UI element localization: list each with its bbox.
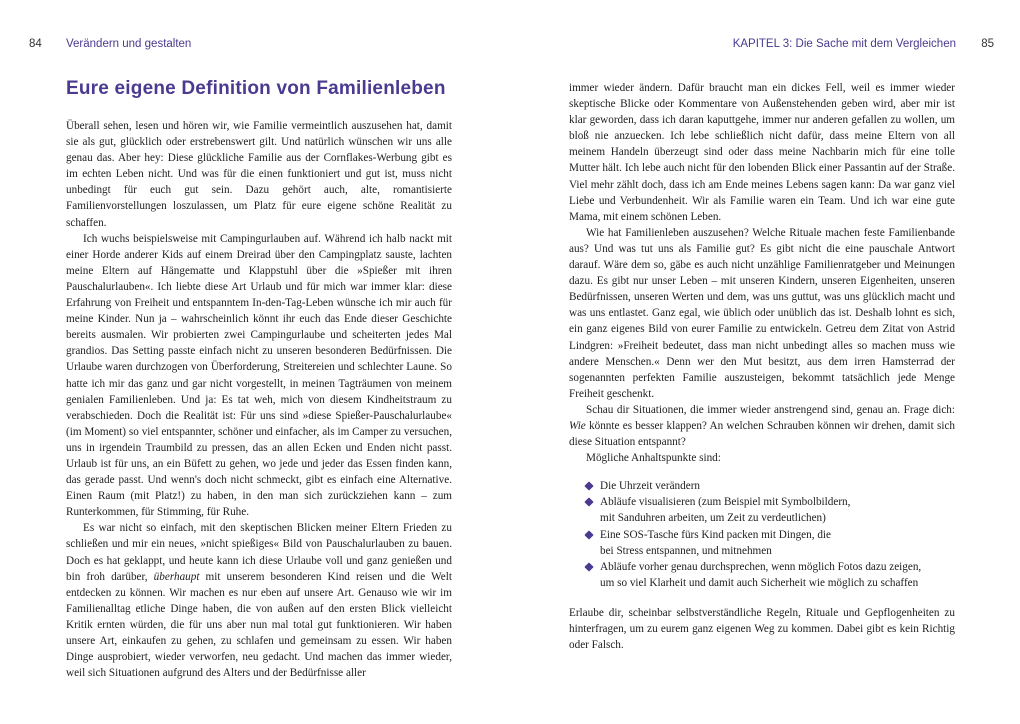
diamond-bullet-icon xyxy=(584,482,593,491)
left-text-column xyxy=(66,78,452,681)
emphasis-text: überhaupt xyxy=(153,570,200,583)
text-run: mit unserem besonderen Kind reisen und die Welt entdecken zu können. Wir machen es nur eben auf unsere Art. Genauso wie wir im Familienalltag etliche Dinge haben, die von außen auf den ersten Blick vielleicht Kritik ernten würden, die für uns aber nun mal total gut funktionieren. Wir haben unsere Art, einkaufen zu gehen, zu schlafen und gemeinsam zu essen. Wir haben Dinge ausprobiert, wieder verworfen, neu gedacht. Und machen das immer wieder, weil sich Situationen aufgrund des Alters und der Bedürfnisse aller xyxy=(66,570,452,680)
paragraph: Wie hat Familienleben auszusehen? Welche Rituale machen feste Familienbande aus? Und was tut uns als Familie gut? Es gibt nicht die eine pauschale Antwort darauf. Wäre dem so, gäbe es auch nicht unzählige Familienratgeber und Meinungen dazu. Es gibt nur unser Leben – mit unseren Kindern, unseren Eigenheiten, unseren Bedürfnissen, unseren Werten und dem, was uns guttut, was uns glücklich macht und was uns entlastet. Ganz egal, wie üblich oder unüblich das ist. Deshalb lohnt es sich, ein ganz eigenes Bild von eurer Familie zu entwickeln. Getreu dem Zitat von Astrid Lindgren: »Freiheit bedeutet, dass man nicht unbedingt alles so machen muss wie andere Menschen.« Denn wer den Mut besitzt, aus dem irren Hamsterrad der sogenannten perfekten Familie auszusteigen, bekommt tatsächlich jede Menge Freiheit geschenkt. xyxy=(569,226,955,400)
right-text-column xyxy=(569,80,955,653)
running-header-left: Verändern und gestalten xyxy=(66,38,192,50)
list-item-text: Die Uhrzeit verändern xyxy=(600,480,701,493)
running-header-right: KAPITEL 3: Die Sache mit dem Vergleichen xyxy=(732,38,956,50)
paragraph: Ich wuchs beispielsweise mit Campingurlauben auf. Während ich halb nackt mit einer Horde anderer Kids auf einem Dreirad über den Campingplatz sauste, lachten meine Eltern auf Hängematte und Klappstuhl über die »Spießer mit ihren Pauschalurlauben«. Ich liebte diese Art Urlaub und für mich war immer klar: diese Erfahrung von Freiheit und entspanntem In-den-Tag-Leben wünsche ich mir auch für meine Kinder. Nun ja – wahrscheinlich könnt ihr euch das Ende dieser Geschichte bereits ausmalen. Wir probierten zwei Campingurlaube und scheiterten jedes Mal grandios. Das Setting passte einfach nicht zu unseren besonderen Bedürfnissen. Die Urlaube waren durchzogen von Überforderung, Streitereien und schlechter Laune. So hatte ich mir das ganz und gar nicht vorgestellt, in meinen Tagträumen von meinem genialen Familienleben. Und ja: Es tat weh, mich von diesem Kindheitstraum zu verabschieden. Doch die Realität ist: Für uns sind »diese Spießer-Pauschalurlaube« (im Moment) so viel entspannter, schöner und einfacher, als im Camper zu versuchen, uns in irgendein Traumbild zu pressen, das an allen Ecken und Enden nicht passt. Urlaub ist für uns, an ein Büfett zu gehen, wo jede und jeder das Essen finden kann, das gerade passt. Und wenn's doch nicht schmeckt, gibt es einfach eine Alternative. Einen Raum (mit Platz!) zu haben, in den man sich zurückziehen kann – zum Runterkommen, für Stimming, für Ruhe. xyxy=(66,232,452,519)
paragraph xyxy=(66,520,452,681)
section-title: Eure eigene Definition von Familienleben xyxy=(66,78,446,99)
diamond-bullet-icon xyxy=(584,530,593,539)
text-run: könnte es besser klappen? An welchen Schrauben können wir drehen, damit sich diese Situation entspannt? xyxy=(569,419,955,449)
page-number-left: 84 xyxy=(29,38,42,50)
paragraph: Überall sehen, lesen und hören wir, wie Familie vermeintlich auszusehen hat, damit sie als gut, glücklich oder erstrebenswert gilt. Und natürlich wünschen wir uns alle genau das. Aber hey: Diese glückliche Familie aus der Cornflakes-Werbung gibt es im echten Leben nicht. Und was für die einen funktioniert und gut ist, muss nicht unbedingt für euch gut sein. Dazu gehört auch, alte, romantisierte Familienvorstellungen loszulassen, um Platz für eure eigene schöne Realität zu schaffen. xyxy=(66,120,452,229)
diamond-bullet-icon xyxy=(584,498,593,507)
diamond-bullet-icon xyxy=(584,562,593,571)
closing-paragraph: Erlaube dir, scheinbar selbstverständliche Regeln, Rituale und Gepflogenheiten zu hinterfragen, um zu eurem ganz eigenen Weg zu kommen. Dabei gibt es kein Richtig oder Falsch. xyxy=(569,606,955,652)
list-item xyxy=(585,527,955,559)
right-page xyxy=(510,0,1020,724)
text-run: Es war nicht so einfach, mit den skeptischen Blicken meiner Eltern Frieden zu schließen und mir ein neues, »nicht spießiges« Bild von Pauschalurlauben zu bauen. Doch es hat geklappt, und heute kann ich diese Urlaube voll und ganz genießen und bin froh darüber, xyxy=(66,522,452,583)
paragraph: immer wieder ändern. Dafür braucht man ein dickes Fell, weil es immer wieder skeptische Blicke oder Kommentare von Außenstehenden geben wird, aber mir ist klar geworden, dass ich daran kaputtgehe, immer nur anderen gefallen zu wollen, um bloß nie anzuecken. Ich lebe schließlich nicht dafür, dass meine Eltern von all meinem Handeln überzeugt sind oder dass meine Nachbarin mich für eine tolle Mutter hält. Ich lebe auch nicht für den lobenden Blick einer Passantin auf der Straße. Viel mehr zählt doch, dass ich am Ende meines Lebens sagen kann: Da war ganz viel Liebe und Verbundenheit. Wir als Familie waren ein Team. Und ich war eine gute Mama, mit einem schönen Leben. xyxy=(569,82,955,223)
emphasis-text: Wie xyxy=(569,419,586,432)
list-item-text: mit Sanduhren arbeiten, um Zeit zu verdeutlichen) xyxy=(600,512,826,525)
page-number-right: 85 xyxy=(981,38,994,50)
list-item-text: um so viel Klarheit und damit auch Sicherheit wie möglich zu schaffen xyxy=(600,576,919,589)
list-item-text: Eine SOS-Tasche fürs Kind packen mit Dingen, die xyxy=(600,528,831,541)
text-run: Schau dir Situationen, die immer wieder anstrengend sind, genau an. Frage dich: xyxy=(586,403,955,416)
bullet-list xyxy=(569,478,955,591)
list-item-text: Abläufe vorher genau durchsprechen, wenn möglich Fotos dazu zeigen, xyxy=(600,560,922,573)
paragraph xyxy=(569,402,955,450)
list-item-text: bei Stress entspannen, und mitnehmen xyxy=(600,544,772,557)
list-item xyxy=(585,494,955,526)
list-intro: Mögliche Anhaltspunkte sind: xyxy=(586,452,721,465)
list-item xyxy=(585,559,955,591)
list-item xyxy=(585,478,955,494)
list-item-text: Abläufe visualisieren (zum Beispiel mit Symbolbildern, xyxy=(600,496,851,509)
